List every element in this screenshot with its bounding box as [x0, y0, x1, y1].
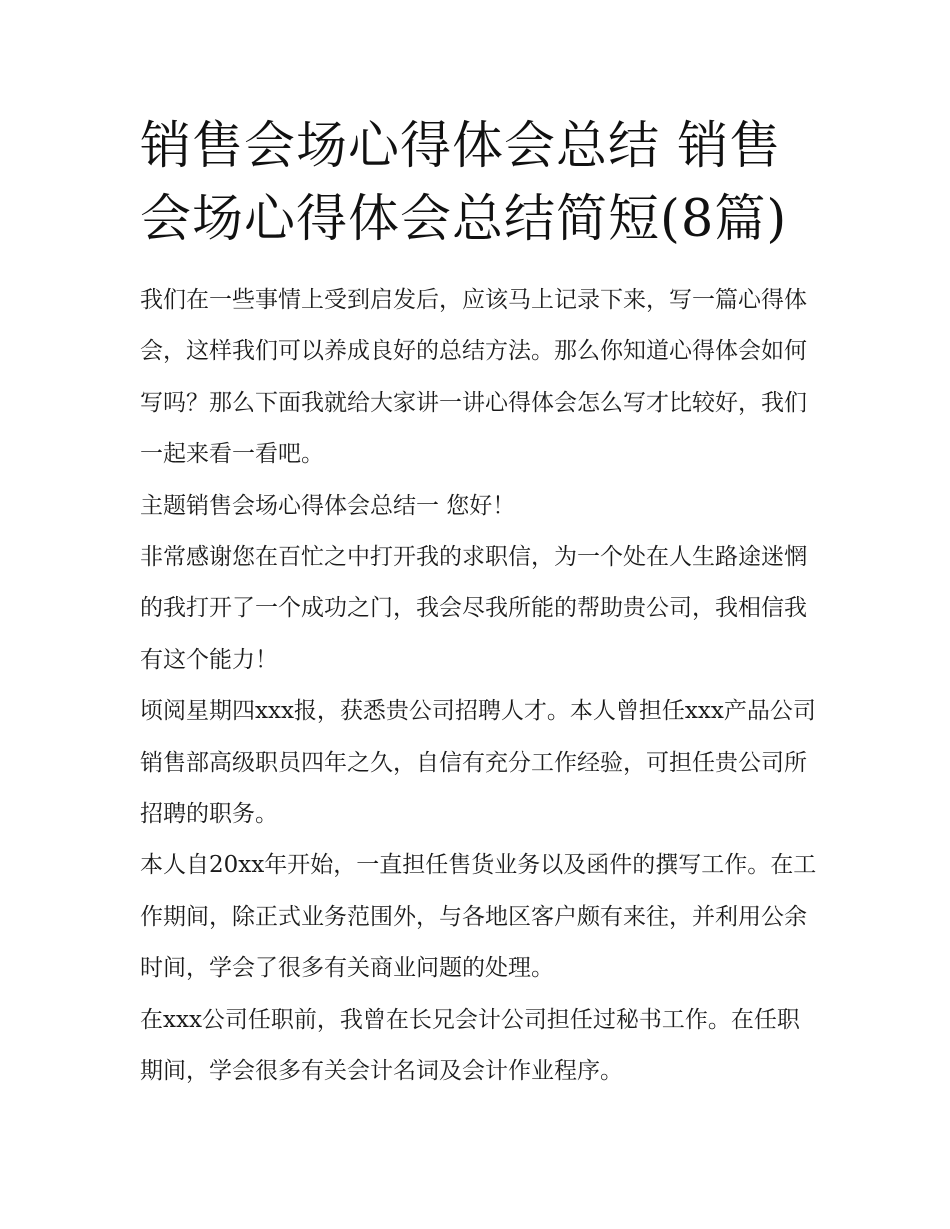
document-body: [140, 275, 820, 1098]
document-title: 销售会场心得体会总结 销售会场心得体会总结简短(8篇): [140, 117, 788, 249]
paragraph: 非常感谢您在百忙之中打开我的求职信，为一个处在人生路途迷惘的我打开了一个成功之门，我会尽我所能的帮助贵公司，我相信我有这个能力！: [140, 544, 807, 673]
paragraph: 在xxx公司任职前，我曾在长兄会计公司担任过秘书工作。在任职期间，学会很多有关会计名词及会计作业程序。: [140, 1006, 800, 1085]
paragraph: 主题销售会场心得体会总结一 您好！: [140, 492, 516, 519]
paragraph: 我们在一些事情上受到启发后，应该马上记录下来，写一篇心得体会，这样我们可以养成良好的总结方法。那么你知道心得体会如何写吗？那么下面我就给大家讲一讲心得体会怎么写才比较好，我们一起来看一看吧。: [140, 287, 807, 468]
paragraph: 本人自20xx年开始，一直担任售货业务以及函件的撰写工作。在工作期间，除正式业务范围外，与各地区客户颇有来往，并利用公余时间，学会了很多有关商业问题的处理。: [140, 852, 817, 982]
paragraph: 顷阅星期四xxx报，获悉贵公司招聘人才。本人曾担任xxx产品公司销售部高级职员四年之久，自信有充分工作经验，可担任贵公司所招聘的职务。: [140, 698, 816, 828]
